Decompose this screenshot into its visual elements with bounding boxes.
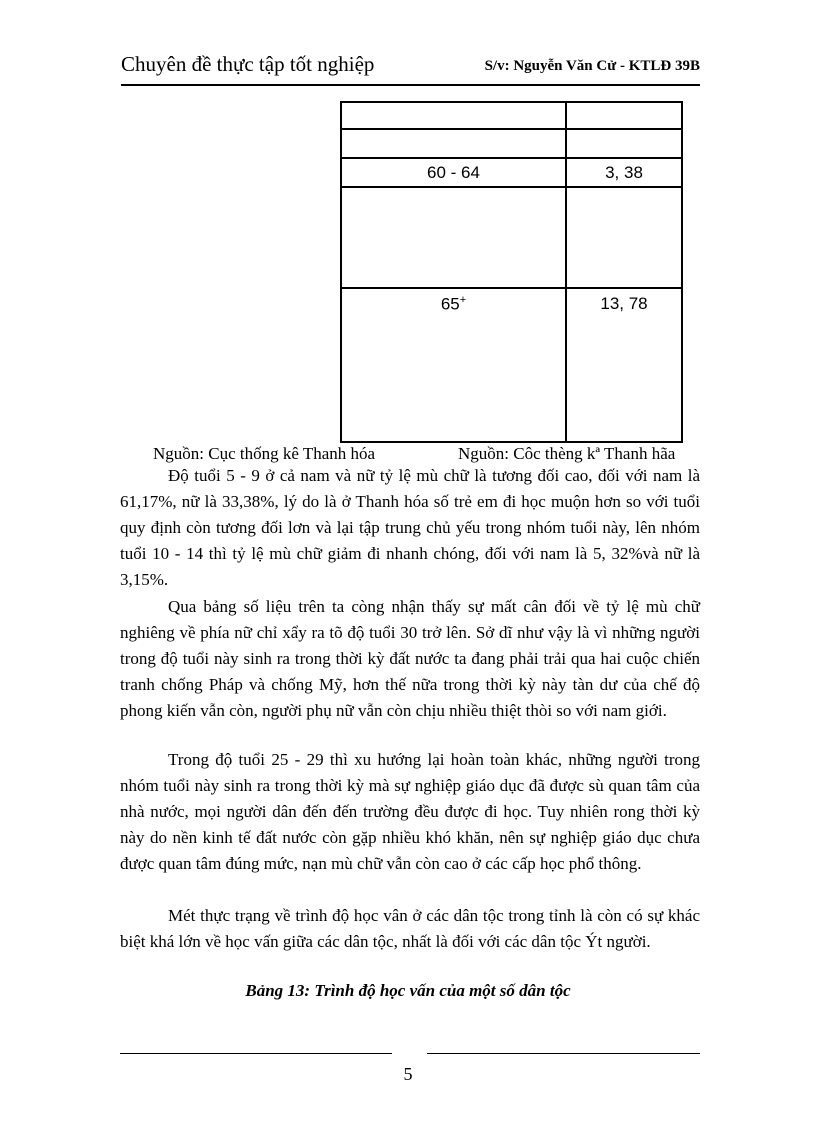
value-cell: [566, 187, 682, 288]
value-cell: [566, 102, 682, 129]
age-cell: [341, 102, 566, 129]
illiteracy-table: [340, 101, 683, 443]
paragraph-text: Trong độ tuổi 25 - 29 thì xu hướng lại hoàn toàn khác, những người trong nhóm tuổi này sinh ra trong thời kỳ mà sự nghiệp giáo dục đã được sù quan tâm của nhà nước, mọi người dân đến đến trường đều được đi học. Tuy nhiên rong thời kỳ này do nền kinh tế đất nước còn gặp nhiều khó khăn, nên sự nghiệp giáo dục chưa được quan tâm đúng mức, nạn mù chữ vẫn còn cao ở các cấp học phổ thông.: [120, 750, 700, 873]
paragraph: [120, 594, 700, 724]
header-divider: [121, 84, 700, 86]
table-row: [341, 158, 682, 187]
age-superscript: +: [459, 294, 467, 306]
author-info: S/v: Nguyễn Văn Cử - KTLĐ 39B: [484, 58, 700, 74]
paragraph: [120, 463, 700, 593]
age-cell: [341, 129, 566, 158]
source-note-garbled: Nguồn: Côc thèng kª Thanh hãa: [458, 444, 676, 463]
paragraph: [120, 747, 700, 877]
table-row: [341, 102, 682, 129]
page-header: [121, 52, 700, 86]
value-cell: [566, 129, 682, 158]
value-cell: 3, 38: [566, 158, 682, 187]
paragraph-text: Độ tuổi 5 - 9 ở cả nam và nữ tỷ lệ mù chữ là tương đối cao, đối với nam là 61,17%, nữ là 33,38%, lý do là ở Thanh hóa số trẻ em đi học muộn hơn so với tuổi quy định còn tương đối lơn và lại tập trung chủ yếu trong nhóm tuổi này, lên nhóm tuổi 10 - 14 thì tỷ lệ mù chữ giảm đi nhanh chóng, đối với nam là 5, 32%và nữ là 3,15%.: [120, 466, 700, 589]
footer-divider-left: [120, 1053, 392, 1054]
age-cell: 60 - 64: [341, 158, 566, 187]
table-row: [341, 187, 682, 288]
age-label: 65: [440, 294, 460, 314]
footer-divider-right: [427, 1053, 700, 1054]
paragraph: [120, 903, 700, 955]
table-row: [341, 288, 682, 442]
page-number: 5: [403, 1064, 413, 1084]
paragraph-text: Mét thực trạng về trình độ học vân ở các dân tộc trong tỉnh là còn có sự khác biệt khá lớn về học vấn giữa các dân tộc, nhất là đối với các dân tộc Ýt người.: [120, 906, 700, 951]
source-note: Nguồn: Cục thống kê Thanh hóa: [153, 444, 376, 463]
age-cell: [341, 288, 566, 442]
value-cell: 13, 78: [566, 288, 682, 442]
table-row: [341, 129, 682, 158]
document-title: Chuyên đề thực tập tốt nghiệp: [121, 52, 375, 76]
paragraph-text: Qua bảng số liệu trên ta còng nhận thấy sự mất cân đối về tỷ lệ mù chữ nghiêng về phía nữ chỉ xẩy ra tõ độ tuổi 30 trở lên. Sở dĩ như vậy là vì những người trong độ tuổi này sinh ra trong thời kỳ đất nước ta đang phải trải qua hai cuộc chiến tranh chống Pháp và chống Mỹ, hơn thế nữa trong thời kỳ này tàn dư của chế độ phong kiến vẫn còn, người phụ nữ vẫn còn chịu nhiều thiệt thòi so với nam giới.: [120, 597, 700, 720]
table-caption: Bảng 13: Trình độ học vấn của một số dân tộc: [245, 981, 571, 1000]
age-cell: [341, 187, 566, 288]
